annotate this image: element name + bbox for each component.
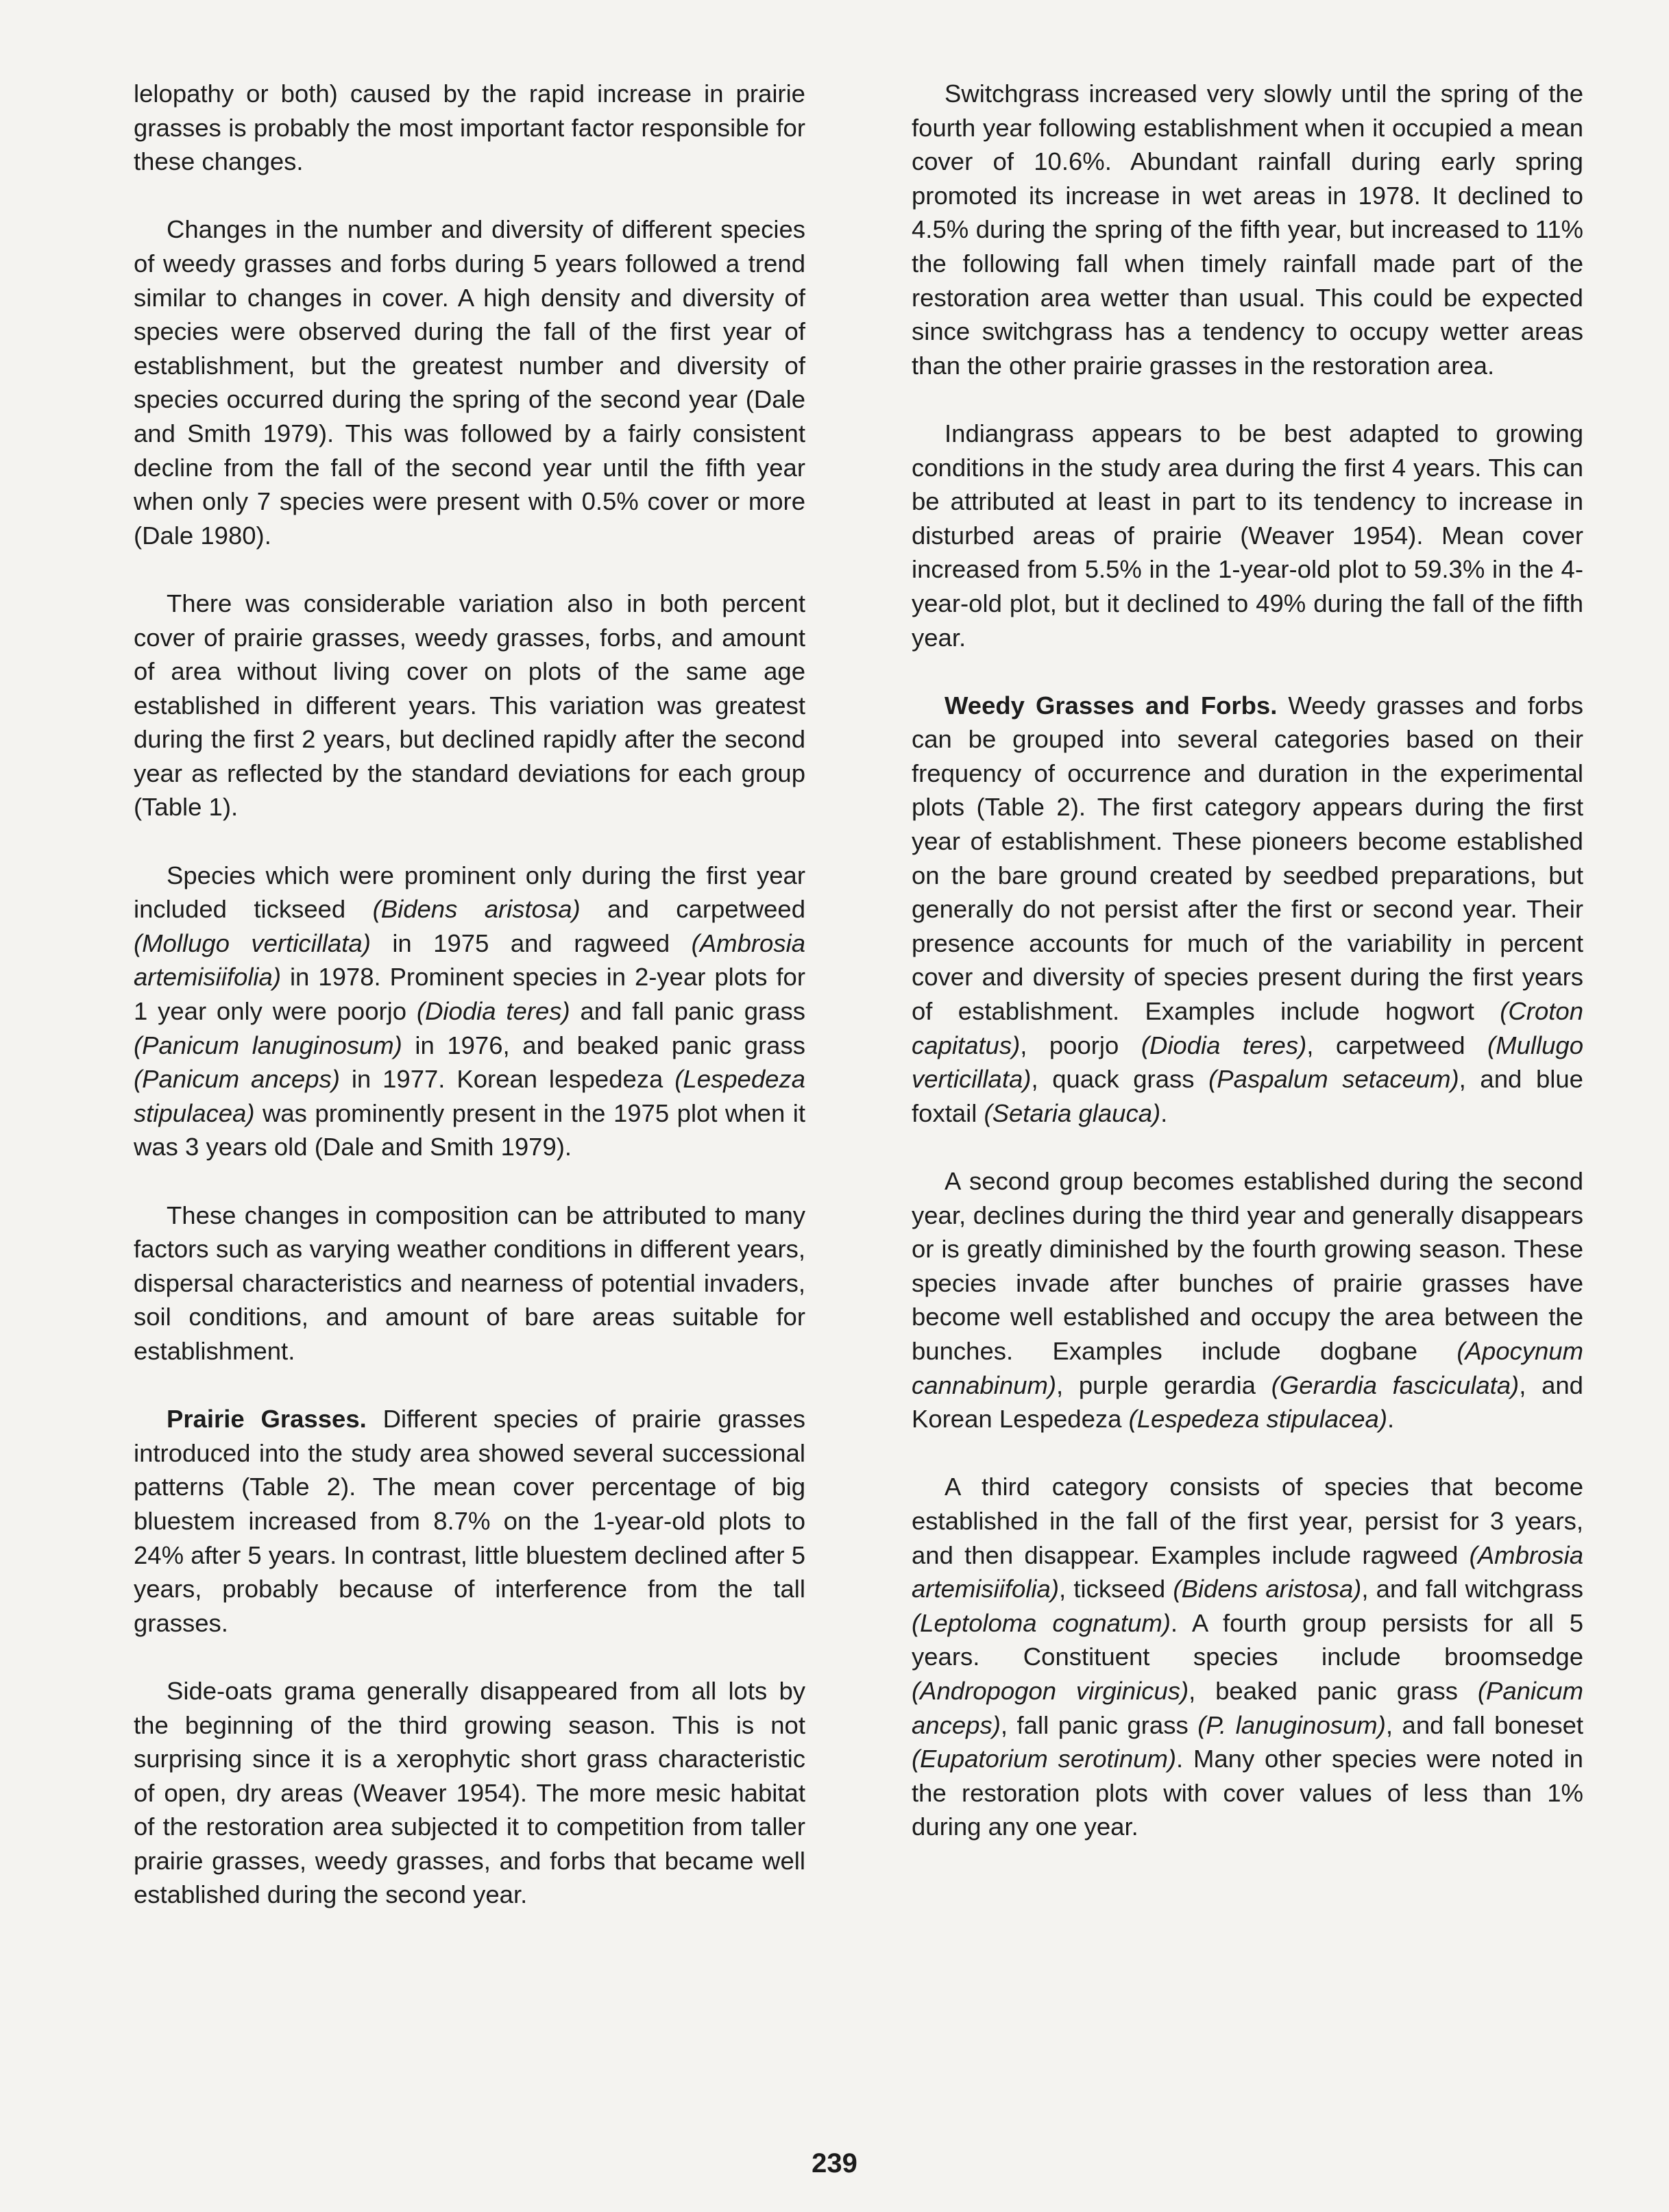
page-number: 239 bbox=[812, 2148, 857, 2178]
text-run: was prominently present in the 1975 plot when it was 3 years old (Dale and Smith 1979). bbox=[134, 1098, 805, 1162]
species-name: (Croton capitatus) bbox=[912, 997, 1583, 1059]
paragraph bbox=[134, 77, 805, 179]
text-run: , poorjo bbox=[1020, 1031, 1141, 1059]
species-name: (Eupatorium serotinum) bbox=[912, 1745, 1177, 1773]
text-run: . A fourth group persists for all 5 years. Constituent species include broomsedge bbox=[912, 1608, 1583, 1671]
text-run: in 1977. Korean lespedeza bbox=[339, 1065, 675, 1094]
text-run: A third category consists of species that become established in the fall of the first year, persist for 3 years, and then disappear. Examples include ragweed bbox=[912, 1473, 1583, 1569]
paragraph bbox=[134, 587, 805, 824]
text-run: lelopathy or both) caused by the rapid increase in prairie grasses is probably the most important factor responsible for these changes. bbox=[134, 79, 805, 176]
text-run: Switchgrass increased very slowly until the spring of the fourth year following establishment when it occupied a mean cover of 10.6%. Abundant rainfall during early spring promoted its increase in wet areas in 1978. It declined to 4.5% during the spring of the fifth year, but increased to 11% the following fall when timely rainfall made part of the restoration area wetter than usual. This could be expected since switchgrass has a tendency to occupy wetter areas than the other prairie grasses in the restoration area. bbox=[912, 79, 1583, 380]
text-run: , and blue foxtail bbox=[912, 1065, 1583, 1127]
text-run: Side-oats grama generally disappeared from all lots by the beginning of the third growing season. This is not surprising since it is a xerophytic short grass characteristic of open, dry areas (Weaver 1954). The more mesic habitat of the restoration area subjected it to competition from taller prairie grasses, weedy grasses, and forbs that became well established during the second year. bbox=[134, 1676, 805, 1909]
paragraph bbox=[134, 212, 805, 552]
species-name: (Apocynum cannabinum) bbox=[912, 1336, 1583, 1399]
paragraph bbox=[912, 1164, 1583, 1436]
text-run: , carpetweed bbox=[1306, 1031, 1488, 1059]
text-run: A second group becomes established during the second year, declines during the third year and generally disappears or is greatly diminished by the fourth growing season. These species invade after bunches of prairie grasses have become well established and occupy the area between the bunches. Examples include dogbane bbox=[912, 1167, 1583, 1365]
text-run: , beaked panic grass bbox=[1189, 1676, 1478, 1705]
text-run: Indiangrass appears to be best adapted to growing conditions in the study area during the first 4 years. This can be attributed at least in part to its tendency to increase in disturbed areas of prairie (Weaver 1954). Mean cover increased from 5.5% in the 1-year-old plot to 59.3% in the 4-year-old plot, but it declined to 49% during the fall of the fifth year. bbox=[912, 419, 1583, 652]
paragraph bbox=[912, 689, 1583, 1131]
paragraph bbox=[134, 1199, 805, 1368]
species-name: (Setaria glauca) bbox=[984, 1098, 1161, 1127]
text-run: in 1975 and ragweed bbox=[370, 929, 692, 957]
species-name: (Ambrosia artemisiifolia) bbox=[134, 929, 805, 992]
show-through-decoration bbox=[788, 41, 925, 2097]
species-name: (Andropogon virginicus) bbox=[912, 1676, 1189, 1705]
species-name: (Bidens aristosa) bbox=[372, 895, 581, 924]
text-run: , fall panic grass bbox=[1000, 1710, 1198, 1739]
text-run: and carpetweed bbox=[580, 895, 805, 924]
text-run: , and Korean Lespedeza bbox=[912, 1371, 1583, 1434]
text-run: . Many other species were noted in the restoration plots with cover values of less than 1% during any one year. bbox=[912, 1745, 1583, 1841]
paragraph bbox=[912, 417, 1583, 654]
text-run: There was considerable variation also in both percent cover of prairie grasses, weedy grasses, forbs, and amount of area without living cover on plots of the same age established in different years. This variation was greatest during the first 2 years, but declined rapidly after the second year as reflected by the standard deviations for each group (Table 1). bbox=[134, 589, 805, 822]
species-name: (Panicum lanuginosum) bbox=[134, 1031, 402, 1059]
text-run: . bbox=[1387, 1405, 1395, 1434]
text-run: , quack grass bbox=[1031, 1065, 1209, 1094]
text-run: , and fall witchgrass bbox=[1361, 1575, 1583, 1603]
text-run: Different species of prairie grasses introduced into the study area showed several successional patterns (Table 2). The mean cover percentage of big bluestem increased from 8.7% on the 1-year-old plots to 24% after 5 years. In contrast, little bluestem declined after 5 years, probably because of interference from the tall grasses. bbox=[134, 1405, 806, 1637]
paragraph bbox=[912, 77, 1583, 382]
species-name: (Ambrosia artemisiifolia) bbox=[912, 1540, 1583, 1603]
text-run: Changes in the number and diversity of different species of weedy grasses and forbs during 5 years followed a trend similar to changes in cover. A high density and diversity of species were observed during the fall of the first year of establishment, but the greatest number and diversity of species occurred during the spring of the second year (Dale and Smith 1979). This was followed by a fairly consistent decline from the fall of the second year until the fifth year when only 7 species were present with 0.5% cover or more (Dale 1980). bbox=[134, 215, 805, 550]
species-name: (Mullugo verticillata) bbox=[912, 1031, 1583, 1094]
species-name: (Mollugo verticillata) bbox=[134, 929, 371, 957]
species-name: (Gerardia fasciculata) bbox=[1271, 1371, 1520, 1399]
paragraph bbox=[134, 1674, 805, 1912]
species-name: (Panicum anceps) bbox=[134, 1065, 340, 1094]
text-run: and fall panic grass bbox=[570, 997, 805, 1026]
text-run: , and fall boneset bbox=[1385, 1710, 1584, 1739]
left-column bbox=[134, 77, 805, 1912]
text-run: in 1978. Prominent species in 2-year plots for 1 year only were poorjo bbox=[134, 963, 805, 1026]
species-name: (Paspalum setaceum) bbox=[1208, 1065, 1459, 1094]
section-heading: Weedy Grasses and Forbs. bbox=[945, 691, 1278, 720]
paragraph bbox=[134, 1402, 805, 1640]
species-name: (Leptoloma cognatum) bbox=[912, 1608, 1171, 1637]
species-name: (Lespedeza stipulacea) bbox=[1128, 1405, 1387, 1434]
text-run: in 1976, and beaked panic grass bbox=[402, 1031, 805, 1059]
species-name: (Diodia teres) bbox=[1141, 1031, 1307, 1059]
section-heading: Prairie Grasses. bbox=[167, 1405, 367, 1434]
text-run: , purple gerardia bbox=[1056, 1371, 1271, 1399]
species-name: (Lespedeza stipulacea) bbox=[134, 1065, 805, 1127]
species-name: (Panicum anceps) bbox=[912, 1676, 1583, 1739]
text-run: These changes in composition can be attributed to many factors such as varying weather conditions in different years, dispersal characteristics and nearness of potential invaders, soil conditions, and amount of bare areas suitable for establishment. bbox=[134, 1201, 805, 1365]
paragraph bbox=[912, 1470, 1583, 1844]
paragraph bbox=[134, 859, 805, 1164]
text-run: . bbox=[1160, 1098, 1168, 1127]
text-run: Species which were prominent only during the first year included tickseed bbox=[134, 861, 805, 924]
species-name: (Bidens aristosa) bbox=[1173, 1575, 1362, 1603]
species-name: (P. lanuginosum) bbox=[1197, 1710, 1386, 1739]
species-name: (Diodia teres) bbox=[416, 997, 570, 1026]
text-run: Weedy grasses and forbs can be grouped into several categories based on their frequency of occurrence and duration in the experimental plots (Table 2). The first category appears during the first year of establishment. These pioneers become established on the bare ground created by seedbed preparations, but generally do not persist after the first or second year. Their presence accounts for much of the variability in percent cover and diversity of species present during the first years of establishment. Examples include hogwort bbox=[912, 691, 1583, 1026]
text-run: , tickseed bbox=[1059, 1575, 1173, 1603]
right-column bbox=[912, 77, 1583, 1844]
